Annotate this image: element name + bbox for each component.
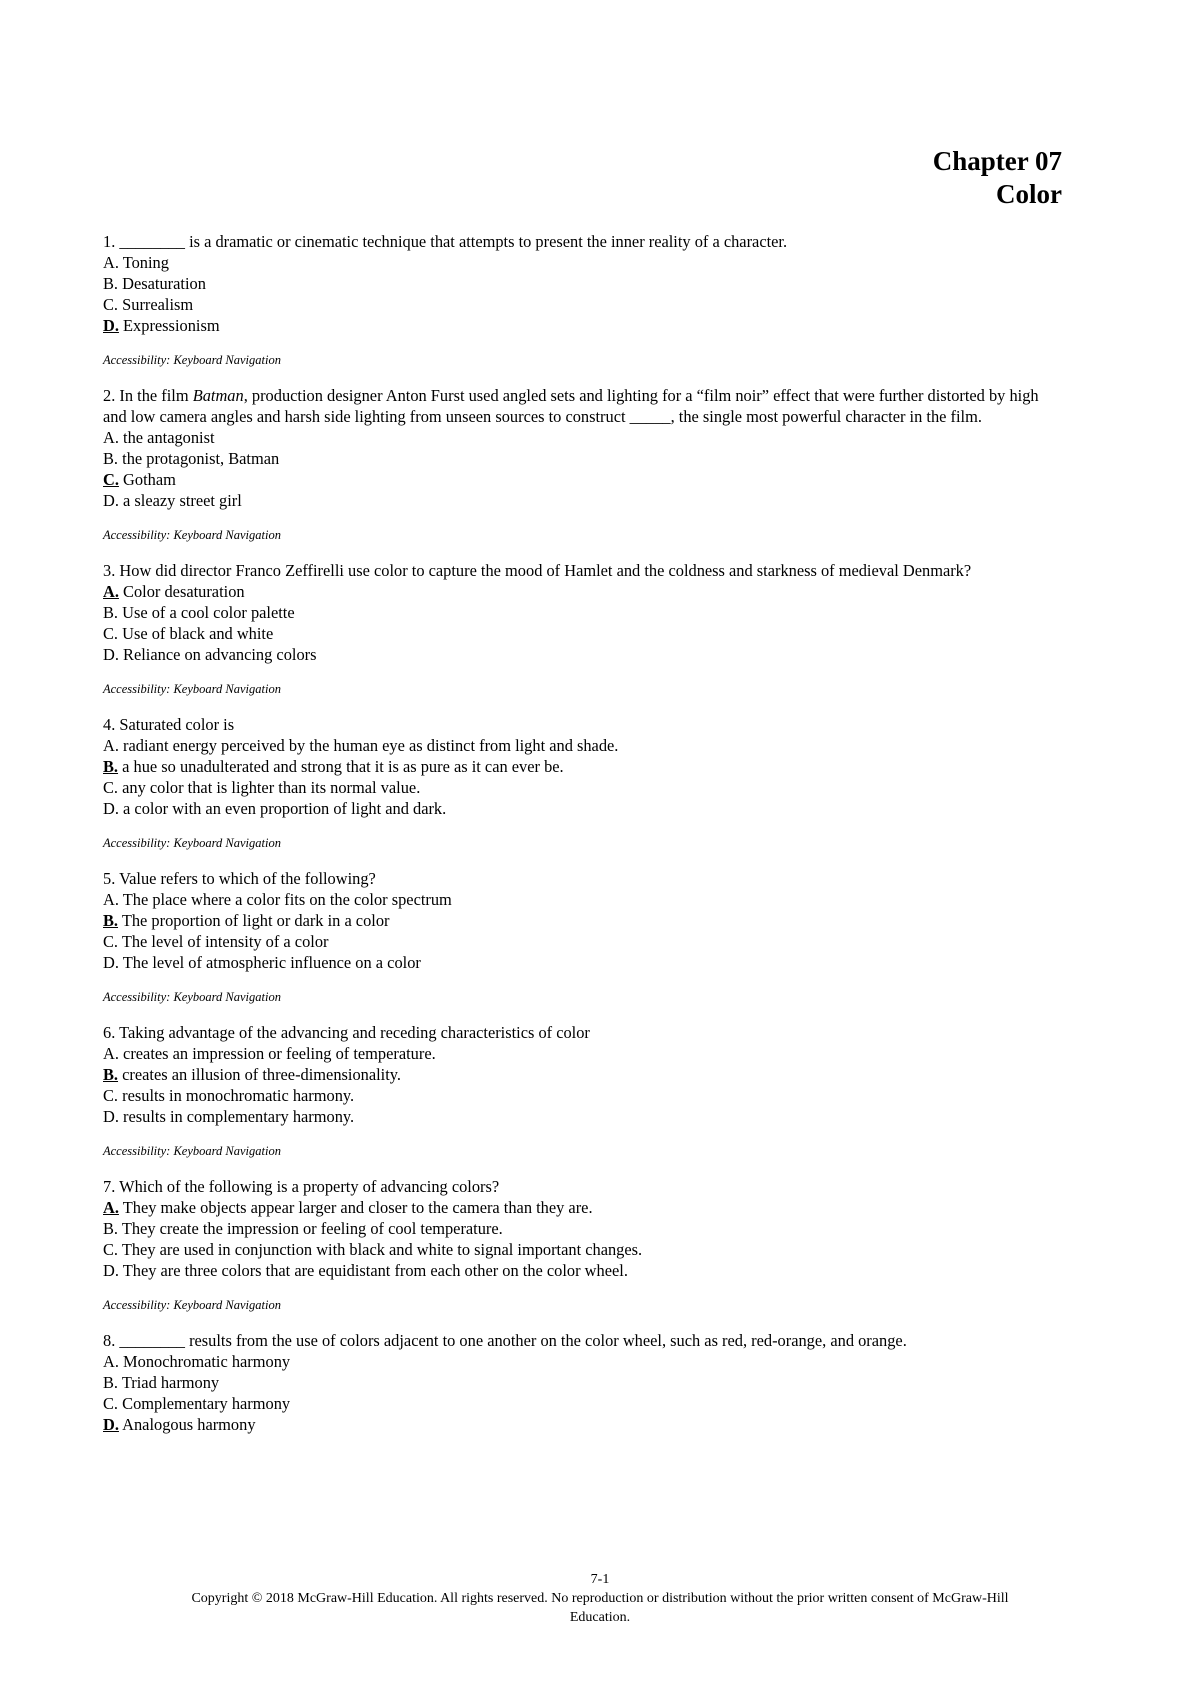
answer-option — [103, 1085, 1063, 1106]
option-text: the antagonist — [123, 428, 215, 447]
question-number: 6. — [103, 1023, 116, 1042]
option-letter: D. — [103, 1107, 119, 1126]
question-text-segment: How did director Franco Zeffirelli use color to capture the mood of Hamlet and the coldness and starkness of medieval Denmark? — [119, 561, 972, 580]
option-letter: A. — [103, 736, 119, 755]
accessibility-note: Accessibility: Keyboard Navigation — [103, 990, 281, 1004]
answer-option — [103, 1372, 1063, 1393]
question-number: 5. — [103, 869, 116, 888]
question-text — [103, 560, 1063, 581]
question-text-segment: ________ is a dramatic or cinematic technique that attempts to present the inner reality of a character. — [119, 232, 788, 251]
question-item — [103, 1176, 1063, 1313]
answer-option-correct — [103, 910, 1063, 931]
option-text: a sleazy street girl — [123, 491, 242, 510]
question-italic-text: Batman — [192, 386, 244, 405]
option-text: a color with an even proportion of light and dark. — [123, 799, 447, 818]
question-number: 8. — [103, 1331, 116, 1350]
question-list — [103, 231, 1063, 1435]
chapter-title: Color — [996, 179, 1062, 209]
question-number: 3. — [103, 561, 116, 580]
option-letter: C. — [103, 624, 119, 643]
option-letter: A. — [103, 890, 119, 909]
option-text: The level of atmospheric influence on a color — [122, 953, 421, 972]
answer-option — [103, 490, 1063, 511]
option-text: radiant energy perceived by the human eye as distinct from light and shade. — [123, 736, 619, 755]
option-text: Triad harmony — [121, 1373, 220, 1392]
option-letter: C. — [103, 1086, 119, 1105]
option-letter: C. — [103, 470, 119, 489]
option-text: a hue so unadulterated and strong that it is as pure as it can ever be. — [122, 757, 564, 776]
option-text: Complementary harmony — [122, 1394, 291, 1413]
answer-option — [103, 798, 1063, 819]
option-letter: B. — [103, 603, 119, 622]
question-number: 2. — [103, 386, 116, 405]
option-text: creates an illusion of three-dimensionality. — [122, 1065, 401, 1084]
option-letter: C. — [103, 1394, 119, 1413]
option-letter: B. — [103, 1219, 119, 1238]
accessibility-note: Accessibility: Keyboard Navigation — [103, 1298, 281, 1312]
option-letter: D. — [103, 953, 119, 972]
accessibility-note: Accessibility: Keyboard Navigation — [103, 682, 281, 696]
answer-option — [103, 1106, 1063, 1127]
answer-option-correct — [103, 756, 1063, 777]
option-letter: A. — [103, 582, 119, 601]
answer-option-correct — [103, 469, 1063, 490]
option-text: Expressionism — [123, 316, 220, 335]
question-text — [103, 385, 1063, 427]
answer-option — [103, 1393, 1063, 1414]
option-text: Use of black and white — [122, 624, 274, 643]
answer-option — [103, 735, 1063, 756]
answer-option — [103, 952, 1063, 973]
option-letter: A. — [103, 253, 119, 272]
option-text: They make objects appear larger and closer to the camera than they are. — [122, 1198, 593, 1217]
question-item — [103, 231, 1063, 368]
option-text: Reliance on advancing colors — [123, 645, 317, 664]
option-text: The level of intensity of a color — [121, 932, 329, 951]
answer-option-correct — [103, 315, 1063, 336]
option-letter: C. — [103, 1240, 119, 1259]
option-text: Desaturation — [122, 274, 206, 293]
chapter-heading — [933, 145, 1062, 211]
question-text — [103, 231, 1063, 252]
question-text — [103, 1022, 1063, 1043]
answer-option — [103, 602, 1063, 623]
chapter-number: Chapter 07 — [932, 146, 1062, 176]
option-letter: D. — [103, 491, 119, 510]
question-text — [103, 1176, 1063, 1197]
question-text-segment: , production designer Anton Furst used angled sets and lighting for a “film noir” effect that were further distorted by high and low camera angles and harsh side lighting from unseen sources to construct _____, the single most powerful character in the film. — [103, 386, 1039, 426]
question-number: 7. — [103, 1177, 116, 1196]
option-letter: A. — [103, 1352, 119, 1371]
option-text: results in monochromatic harmony. — [122, 1086, 355, 1105]
option-text: The proportion of light or dark in a color — [121, 911, 390, 930]
option-text: Gotham — [123, 470, 176, 489]
answer-option — [103, 448, 1063, 469]
option-letter: B. — [103, 274, 119, 293]
question-text — [103, 714, 1063, 735]
answer-option — [103, 889, 1063, 910]
option-letter: A. — [103, 428, 119, 447]
option-text: the protagonist, Batman — [122, 449, 280, 468]
option-letter: B. — [103, 757, 119, 776]
question-text — [103, 868, 1063, 889]
question-item — [103, 1022, 1063, 1159]
question-item — [103, 560, 1063, 697]
option-letter: B. — [103, 911, 119, 930]
answer-option — [103, 931, 1063, 952]
option-letter: D. — [103, 799, 119, 818]
option-text: Use of a cool color palette — [122, 603, 295, 622]
answer-option — [103, 623, 1063, 644]
question-item — [103, 1330, 1063, 1435]
option-letter: D. — [103, 316, 119, 335]
question-number: 1. — [103, 232, 116, 251]
option-letter: C. — [103, 778, 119, 797]
answer-option — [103, 427, 1063, 448]
answer-option-correct — [103, 1064, 1063, 1085]
option-letter: A. — [103, 1198, 119, 1217]
option-letter: C. — [103, 932, 119, 951]
option-text: Monochromatic harmony — [123, 1352, 291, 1371]
question-text — [103, 1330, 1063, 1351]
answer-option-correct — [103, 1414, 1063, 1435]
question-item — [103, 868, 1063, 1005]
answer-option — [103, 1043, 1063, 1064]
answer-option — [103, 1218, 1063, 1239]
question-item — [103, 714, 1063, 851]
question-text-segment: Taking advantage of the advancing and receding characteristics of color — [119, 1023, 590, 1042]
option-letter: C. — [103, 295, 119, 314]
option-text: any color that is lighter than its normal value. — [122, 778, 421, 797]
option-text: Toning — [122, 253, 169, 272]
answer-option-correct — [103, 1197, 1063, 1218]
option-letter: D. — [103, 1415, 119, 1434]
answer-option — [103, 1260, 1063, 1281]
answer-option — [103, 644, 1063, 665]
option-letter: B. — [103, 1373, 119, 1392]
option-text: They are used in conjunction with black and white to signal important changes. — [121, 1240, 643, 1259]
answer-option — [103, 273, 1063, 294]
option-text: results in complementary harmony. — [123, 1107, 355, 1126]
answer-option — [103, 777, 1063, 798]
accessibility-note: Accessibility: Keyboard Navigation — [103, 1144, 281, 1158]
option-text: Analogous harmony — [122, 1415, 256, 1434]
accessibility-note: Accessibility: Keyboard Navigation — [103, 836, 281, 850]
option-letter: D. — [103, 1261, 119, 1280]
option-text: They are three colors that are equidistant from each other on the color wheel. — [122, 1261, 628, 1280]
option-letter: B. — [103, 1065, 119, 1084]
copyright-notice: Copyright © 2018 McGraw-Hill Education. All rights reserved. No reproduction or distribution without the prior written consent of McGraw-Hill Education. — [191, 1591, 1009, 1625]
page-number: 7-1 — [590, 1572, 610, 1587]
question-item — [103, 385, 1063, 543]
question-text-segment: Value refers to which of the following? — [119, 869, 376, 888]
option-letter: D. — [103, 645, 119, 664]
question-text-segment: ________ results from the use of colors adjacent to one another on the color wheel, such as red, red-orange, and orange. — [119, 1331, 907, 1350]
question-text-segment: Saturated color is — [119, 715, 235, 734]
accessibility-note: Accessibility: Keyboard Navigation — [103, 353, 281, 367]
option-letter: A. — [103, 1044, 119, 1063]
question-text-segment: Which of the following is a property of advancing colors? — [119, 1177, 500, 1196]
question-text-segment: In the film — [119, 386, 193, 405]
accessibility-note: Accessibility: Keyboard Navigation — [103, 528, 281, 542]
page-footer — [0, 1570, 1200, 1627]
answer-option — [103, 1351, 1063, 1372]
option-text: creates an impression or feeling of temperature. — [123, 1044, 436, 1063]
answer-option-correct — [103, 581, 1063, 602]
answer-option — [103, 252, 1063, 273]
option-text: Color desaturation — [123, 582, 245, 601]
question-number: 4. — [103, 715, 116, 734]
option-text: Surrealism — [122, 295, 194, 314]
option-text: The place where a color fits on the color spectrum — [122, 890, 452, 909]
option-letter: B. — [103, 449, 119, 468]
answer-option — [103, 294, 1063, 315]
answer-option — [103, 1239, 1063, 1260]
option-text: They create the impression or feeling of cool temperature. — [121, 1219, 503, 1238]
